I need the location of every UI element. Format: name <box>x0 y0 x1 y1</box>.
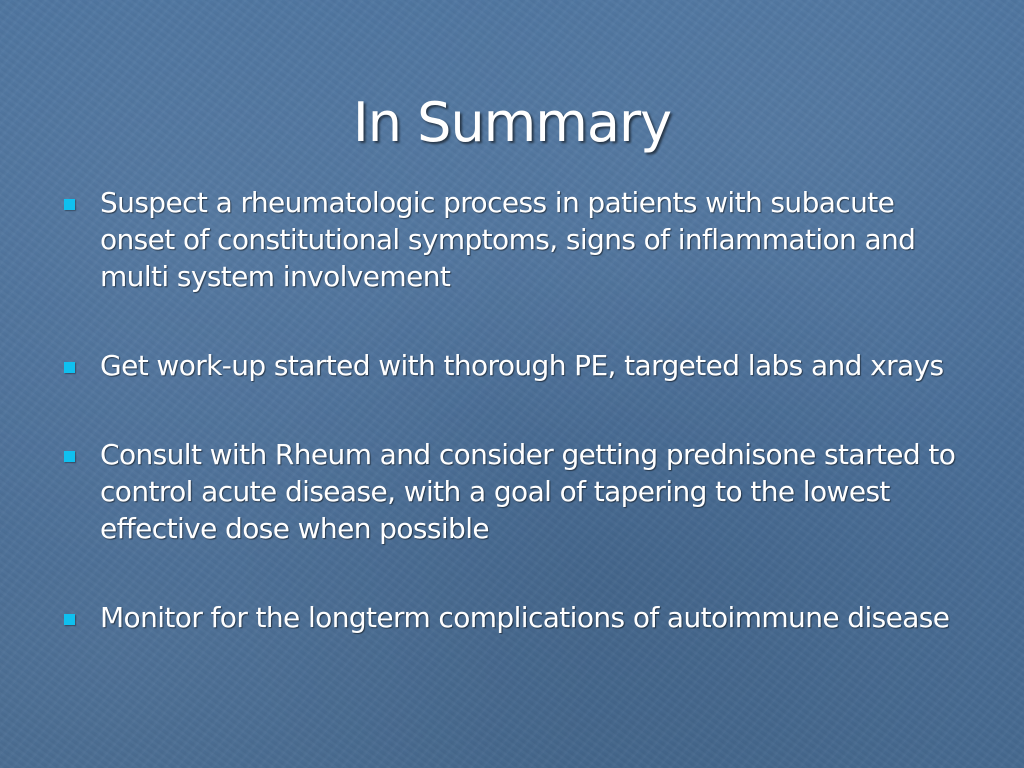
square-bullet-icon <box>64 199 75 210</box>
square-bullet-icon <box>64 614 75 625</box>
bullet-text: Get work-up started with thorough PE, targeted labs and xrays <box>100 349 944 382</box>
slide-title: In Summary <box>352 91 672 154</box>
bullet-item <box>60 599 970 636</box>
bullet-item <box>60 347 970 384</box>
bullet-item <box>60 184 970 295</box>
square-bullet-icon <box>64 362 75 373</box>
bullet-text: Monitor for the longterm complications of autoimmune disease <box>100 601 950 634</box>
square-bullet-icon <box>64 451 75 462</box>
bullet-list <box>60 184 970 688</box>
bullet-text: Suspect a rheumatologic process in patients with subacute onset of constitutional symptoms, signs of inflammation and multi system involvement <box>100 186 916 293</box>
bullet-item <box>60 436 970 547</box>
bullet-text: Consult with Rheum and consider getting prednisone started to control acute disease, with a goal of tapering to the lowest effective dose when possible <box>100 438 956 545</box>
